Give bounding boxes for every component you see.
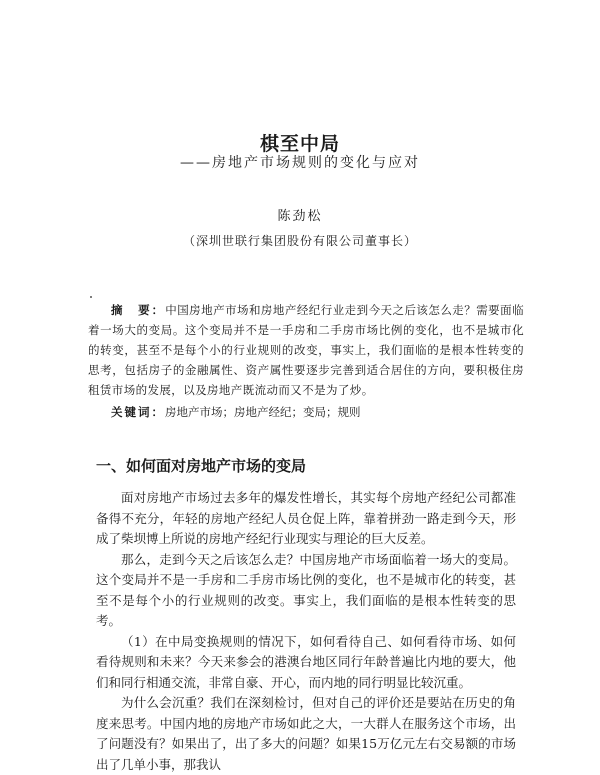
keywords-label: 关键词： (111, 405, 165, 419)
body-paragraph-4: 为什么会沉重？我们在深刻检讨，但对自己的评价还是要站在历史的角度来思考。中国内地的房地产市场如此之大，一大群人在服务这个市场，出了问题没有？如果出了，出了多大的问题？如果15万亿元左右交易额的市场出了几单小事，那我认 (96, 695, 516, 772)
paper-title: 棋至中局 (259, 132, 340, 155)
author-affiliation: （深圳世联行集团股份有限公司董事长） (182, 234, 417, 248)
section-heading: 一、如何面对房地产市场的变局 (96, 457, 307, 475)
body-text (96, 488, 516, 775)
body-paragraph-1: 面对房地产市场过去多年的爆发性增长，其实每个房地产经纪公司都准备得不充分，年轻的房地产经纪人员仓促上阵，靠着拼劲一路走到今天，形成了柴坝博上所说的房地产经纪行业现实与理论的巨大反差。 (96, 490, 516, 546)
abstract-label: 摘 要： (111, 303, 166, 317)
keywords-text: 房地产市场；房地产经纪；变局；规则 (165, 405, 361, 419)
abstract-text: 中国房地产市场和房地产经纪行业走到今天之后该怎么走？需要面临着一场大的变局。这个变局并不是一手房和二手房市场比例的变化，也不是城市化的转变，甚至不是每个小的行业规则的改变，事实上，我们面临的是根本性转变的思考，包括房子的金融属性、资产属性要逐步完善到适合居住的方向，要积极住房租赁市场的发展，以及房地产既流动而又不是为了炒。 (88, 303, 525, 397)
abstract (88, 300, 524, 400)
body-paragraph-2: 那么，走到今天之后该怎么走？中国房地产市场面临着一场大的变局。这个变局并不是一手房和二手房市场比例的变化，也不是城市化的转变，甚至不是每个小的行业规则的改变。事实上，我们面临的是根本性转变的思考。 (96, 551, 516, 628)
paper-subtitle: ——房地产市场规则的变化与应对 (180, 155, 420, 171)
author-name: 陈劲松 (277, 209, 323, 224)
keywords (88, 402, 524, 422)
body-paragraph-3: （1）在中局变换规则的情况下，如何看待自己、如何看待市场、如何看待规则和未来？今天来参会的港澳台地区同行年龄普遍比内地的要大，他们和同行相通交流，非常自豪、开心，而内地的同行明显比较沉重。 (96, 633, 516, 690)
scan-speck (90, 296, 92, 298)
